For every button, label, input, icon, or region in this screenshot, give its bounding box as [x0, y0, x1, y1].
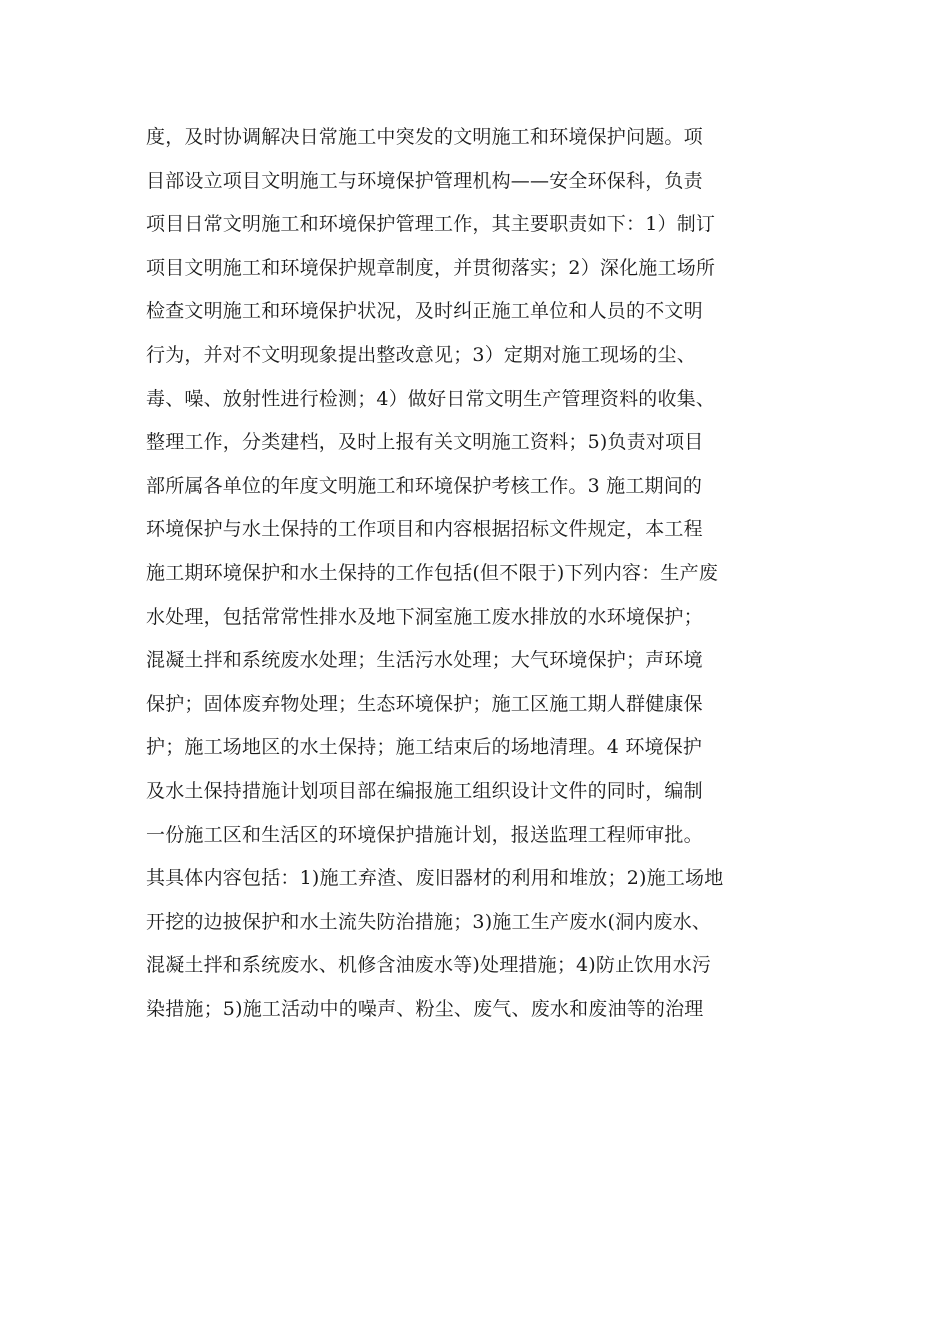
document-body: [146, 116, 826, 1031]
text-line-4: 项目文明施工和环境保护规章制度，并贯彻落实；2）深化施工场所: [146, 256, 716, 279]
text-line-16: 及水土保持措施计划项目部在编报施工组织设计文件的同时，编制: [146, 779, 703, 802]
text-line-14: 保护；固体废弃物处理；生态环境保护；施工区施工期人群健康保: [146, 692, 703, 715]
text-line-9: 部所属各单位的年度文明施工和环境保护考核工作。3 施工期间的: [146, 474, 703, 497]
text-line-17: 一份施工区和生活区的环境保护措施计划，报送监理工程师审批。: [146, 823, 703, 846]
text-line-6: 行为，并对不文明现象提出整改意见；3）定期对施工现场的尘、: [146, 343, 696, 366]
text-line-5: 检查文明施工和环境保护状况，及时纠正施工单位和人员的不文明: [146, 300, 703, 323]
text-line-20: 混凝土拌和系统废水、机修含油废水等)处理措施；4)防止饮用水污: [146, 954, 712, 977]
text-line-1: 度，及时协调解决日常施工中突发的文明施工和环境保护问题。项: [146, 126, 703, 148]
text-line-12: 水处理，包括常常性排水及地下洞室施工废水排放的水环境保护；: [146, 605, 703, 628]
text-line-2: 目部设立项目文明施工与环境保护管理机构——安全环保科，负责: [146, 169, 703, 192]
text-line-10: 环境保护与水土保持的工作项目和内容根据招标文件规定，本工程: [146, 518, 703, 541]
text-line-3: 项目日常文明施工和环境保护管理工作，其主要职责如下：1）制订: [146, 213, 716, 236]
text-line-21: 染措施；5)施工活动中的噪声、粉尘、废气、废水和废油等的治理: [146, 997, 704, 1020]
text-line-18: 其具体内容包括：1)施工弃渣、废旧器材的利用和堆放；2)施工场地: [146, 867, 724, 890]
text-line-11: 施工期环境保护和水土保持的工作包括(但不限于)下列内容：生产废: [146, 561, 719, 584]
text-line-15: 护；施工场地区的水土保持；施工结束后的场地清理。4 环境保护: [146, 736, 703, 759]
text-line-8: 整理工作，分类建档，及时上报有关文明施工资料；5)负责对项目: [146, 431, 704, 454]
text-line-7: 毒、噪、放射性进行检测；4）做好日常文明生产管理资料的收集、: [146, 387, 716, 410]
text-line-19: 开挖的边披保护和水土流失防治措施；3)施工生产废水(洞内废水、: [146, 910, 712, 933]
text-line-13: 混凝土拌和系统废水处理；生活污水处理；大气环境保护；声环境: [146, 649, 703, 672]
